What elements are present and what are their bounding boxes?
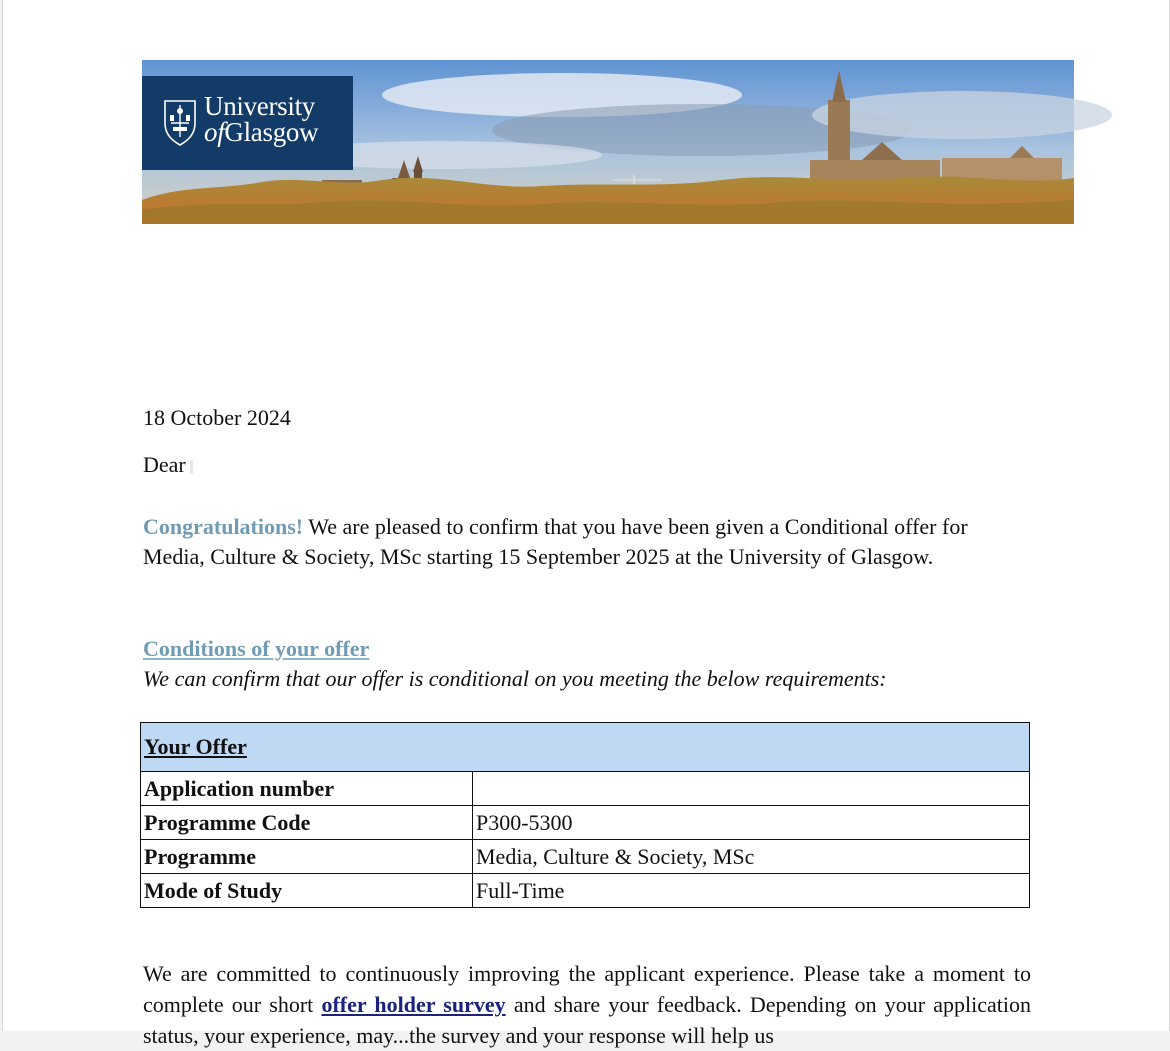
crest-icon [163,97,197,147]
congratulations-text: We are pleased to confirm that you have been given a Conditional offer for Media, Culture & Society, MSc starting 15 September 2025 at the University of Glasgow. [143,514,968,569]
salutation-text: Dear [143,452,186,477]
row-value-programme-code: P300-5300 [473,806,1030,840]
survey-paragraph [143,958,1031,1051]
table-row [141,840,1030,874]
row-label-mode-of-study: Mode of Study [141,874,473,908]
row-label-application-number: Application number [141,772,473,806]
offer-confirmation-paragraph [143,512,1033,572]
congratulations-word: Congratulations! [143,514,304,539]
offer-holder-survey-link[interactable]: offer holder survey [321,992,506,1017]
conditions-heading: Conditions of your offer [143,636,370,661]
logo-line-university: University [204,91,315,121]
survey-text-after: and share your feedback. Depending on your application status, your experience, may...the survey and your response will help us [143,992,1031,1048]
table-row [141,874,1030,908]
offer-table [140,722,1030,908]
salutation [143,452,193,478]
redacted-name [190,460,193,474]
logo-glasgow: Glasgow [224,117,319,147]
survey-text-before: We are committed to continuously improving the applicant experience. Please take a moment to complete our short [143,961,1031,1017]
offer-table-header-row [141,723,1030,772]
header-banner [142,60,1074,224]
conditions-intro: We can confirm that our offer is conditional on you meeting the below requirements: [143,666,887,691]
offer-table-title: Your Offer [141,723,1030,772]
letter-page [2,0,1170,1048]
row-label-programme-code: Programme Code [141,806,473,840]
row-value-application-number [473,772,1030,806]
logo-of: of [204,117,225,147]
row-label-programme: Programme [141,840,473,874]
row-value-programme: Media, Culture & Society, MSc [473,840,1030,874]
table-row [141,806,1030,840]
table-row [141,772,1030,806]
row-value-mode-of-study: Full-Time [473,874,1030,908]
letter-date: 18 October 2024 [143,405,291,430]
university-logo [142,76,353,170]
logo-wordmark [204,93,318,145]
